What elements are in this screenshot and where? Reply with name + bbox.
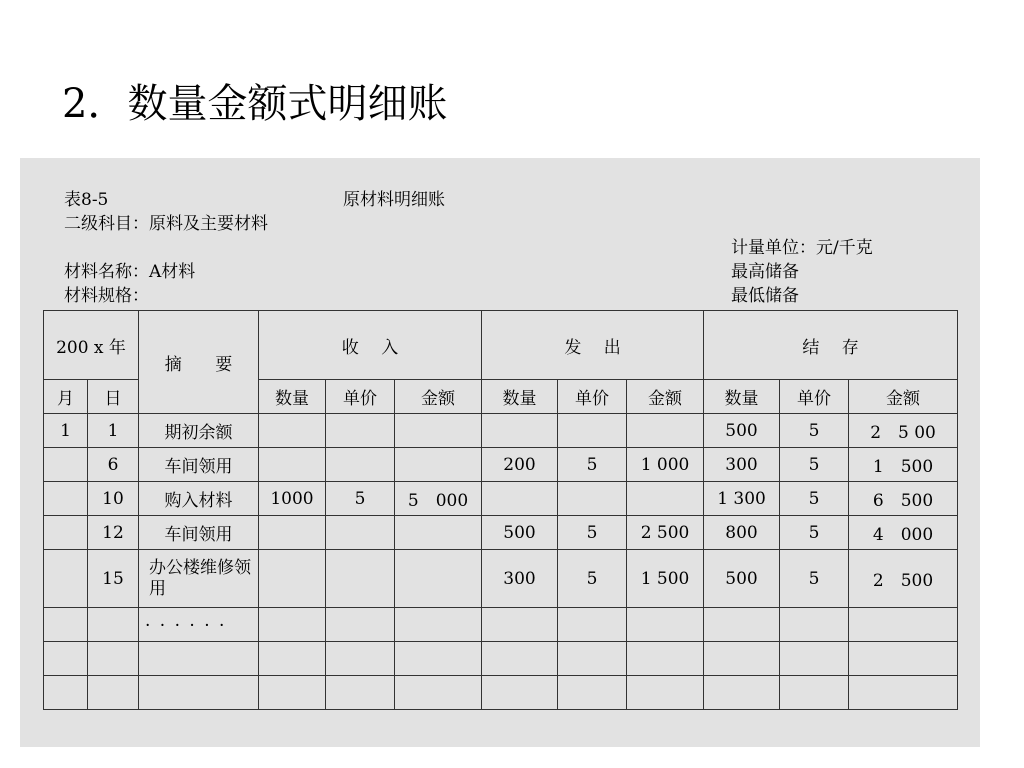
- empty-cell: [326, 676, 395, 710]
- row-bal-amount: 4 000: [849, 516, 958, 550]
- month-header: 月: [44, 380, 88, 414]
- row-in-amount: [395, 550, 482, 608]
- in-qty-header: 数量: [259, 380, 326, 414]
- row-bal-qty: 300: [704, 448, 780, 482]
- row-bal-qty: 1 300: [704, 482, 780, 516]
- in-price-header: 单价: [326, 380, 395, 414]
- row-in-price: [326, 550, 395, 608]
- row-out-qty: 200: [482, 448, 558, 482]
- row-in-price: [326, 516, 395, 550]
- row-month: [44, 516, 88, 550]
- row-in-amount: [395, 414, 482, 448]
- bal-price-header: 单价: [780, 380, 849, 414]
- table-row: [44, 448, 958, 482]
- row-out-qty: [482, 414, 558, 448]
- empty-cell: [849, 642, 958, 676]
- row-bal-price: 5: [780, 550, 849, 608]
- empty-cell: [44, 642, 88, 676]
- row-in-amount: [395, 448, 482, 482]
- empty-cell: [558, 642, 627, 676]
- empty-cell: [482, 642, 558, 676]
- table-row: [44, 516, 958, 550]
- row-out-qty: 500: [482, 516, 558, 550]
- empty-cell: [704, 676, 780, 710]
- empty-cell: [627, 676, 704, 710]
- issue-header: 发 出: [482, 311, 704, 380]
- row-summary: 期初余额: [139, 414, 259, 448]
- row-in-qty: [259, 448, 326, 482]
- empty-cell: [259, 642, 326, 676]
- max-reserve: 最高储备: [731, 262, 799, 282]
- ledger-table: [43, 310, 958, 710]
- row-out-price: 5: [558, 550, 627, 608]
- empty-cell: [88, 676, 139, 710]
- row-in-price: 5: [326, 482, 395, 516]
- empty-cell: [627, 608, 704, 642]
- empty-cell: [44, 608, 88, 642]
- empty-cell: [44, 676, 88, 710]
- empty-cell: [558, 676, 627, 710]
- row-bal-amount: 6 500: [849, 482, 958, 516]
- row-month: [44, 482, 88, 516]
- row-out-price: 5: [558, 448, 627, 482]
- row-out-amount: 1 500: [627, 550, 704, 608]
- empty-cell: [482, 608, 558, 642]
- row-bal-amount: 1 500: [849, 448, 958, 482]
- empty-cell: [704, 642, 780, 676]
- row-out-qty: [482, 482, 558, 516]
- row-day: 6: [88, 448, 139, 482]
- out-amount-header: 金额: [627, 380, 704, 414]
- row-in-price: [326, 414, 395, 448]
- row-summary: 购入材料: [139, 482, 259, 516]
- empty-cell: [395, 608, 482, 642]
- table-row: [44, 414, 958, 448]
- out-qty-header: 数量: [482, 380, 558, 414]
- empty-cell: [704, 608, 780, 642]
- empty-cell: [849, 676, 958, 710]
- row-month: [44, 448, 88, 482]
- material-name: 材料名称：A材料: [64, 262, 196, 282]
- row-summary: 车间领用: [139, 516, 259, 550]
- row-bal-qty: 800: [704, 516, 780, 550]
- row-out-amount: 1 000: [627, 448, 704, 482]
- balance-header: 结 存: [704, 311, 958, 380]
- row-in-qty: [259, 516, 326, 550]
- empty-cell: [326, 608, 395, 642]
- day-header: 日: [88, 380, 139, 414]
- row-month: [44, 550, 88, 608]
- row-bal-price: 5: [780, 516, 849, 550]
- row-in-amount: 5 000: [395, 482, 482, 516]
- table-row-empty: [44, 676, 958, 710]
- in-amount-header: 金额: [395, 380, 482, 414]
- row-in-qty: 1000: [259, 482, 326, 516]
- header-row-1: [44, 311, 958, 380]
- row-bal-price: 5: [780, 448, 849, 482]
- empty-cell: [395, 642, 482, 676]
- row-out-price: [558, 482, 627, 516]
- min-reserve: 最低储备: [731, 286, 799, 306]
- row-day: 10: [88, 482, 139, 516]
- table-number: 表8-5: [64, 190, 109, 210]
- table-row-empty: [44, 642, 958, 676]
- row-in-price: [326, 448, 395, 482]
- row-out-price: [558, 414, 627, 448]
- empty-cell: [88, 642, 139, 676]
- row-in-amount: [395, 516, 482, 550]
- empty-cell: [780, 676, 849, 710]
- row-bal-qty: 500: [704, 414, 780, 448]
- empty-cell: [482, 676, 558, 710]
- ellipsis: · · · · · ·: [139, 608, 259, 642]
- empty-cell: [88, 608, 139, 642]
- secondary-account: 二级科目：原料及主要材料: [64, 214, 268, 234]
- row-bal-qty: 500: [704, 550, 780, 608]
- row-in-qty: [259, 414, 326, 448]
- bal-amount-header: 金额: [849, 380, 958, 414]
- empty-cell: [139, 642, 259, 676]
- empty-cell: [627, 642, 704, 676]
- row-day: 12: [88, 516, 139, 550]
- row-in-qty: [259, 550, 326, 608]
- row-out-amount: [627, 482, 704, 516]
- empty-cell: [139, 676, 259, 710]
- table-row: [44, 482, 958, 516]
- row-bal-price: 5: [780, 414, 849, 448]
- bal-qty-header: 数量: [704, 380, 780, 414]
- material-spec: 材料规格：: [64, 286, 149, 306]
- income-header: 收 入: [259, 311, 482, 380]
- empty-cell: [780, 608, 849, 642]
- empty-cell: [395, 676, 482, 710]
- row-summary: 车间领用: [139, 448, 259, 482]
- out-price-header: 单价: [558, 380, 627, 414]
- empty-cell: [326, 642, 395, 676]
- row-bal-amount: 2 500: [849, 550, 958, 608]
- row-summary: 办公楼维修领用: [139, 550, 259, 608]
- year-header: 200 x 年: [44, 311, 139, 380]
- row-out-amount: 2 500: [627, 516, 704, 550]
- measurement-unit: 计量单位：元/千克: [731, 238, 873, 258]
- row-bal-price: 5: [780, 482, 849, 516]
- row-month: 1: [44, 414, 88, 448]
- row-out-qty: 300: [482, 550, 558, 608]
- summary-header: 摘 要: [139, 311, 259, 414]
- empty-cell: [259, 676, 326, 710]
- row-out-price: 5: [558, 516, 627, 550]
- empty-cell: [780, 642, 849, 676]
- ledger-title: 原材料明细账: [343, 190, 445, 210]
- empty-cell: [558, 608, 627, 642]
- empty-cell: [849, 608, 958, 642]
- table-row: [44, 550, 958, 608]
- row-day: 1: [88, 414, 139, 448]
- slide-title: 2．数量金额式明细账: [62, 81, 448, 127]
- row-day: 15: [88, 550, 139, 608]
- table-row-ellipsis: [44, 608, 958, 642]
- row-bal-amount: 2 5 00: [849, 414, 958, 448]
- empty-cell: [259, 608, 326, 642]
- row-out-amount: [627, 414, 704, 448]
